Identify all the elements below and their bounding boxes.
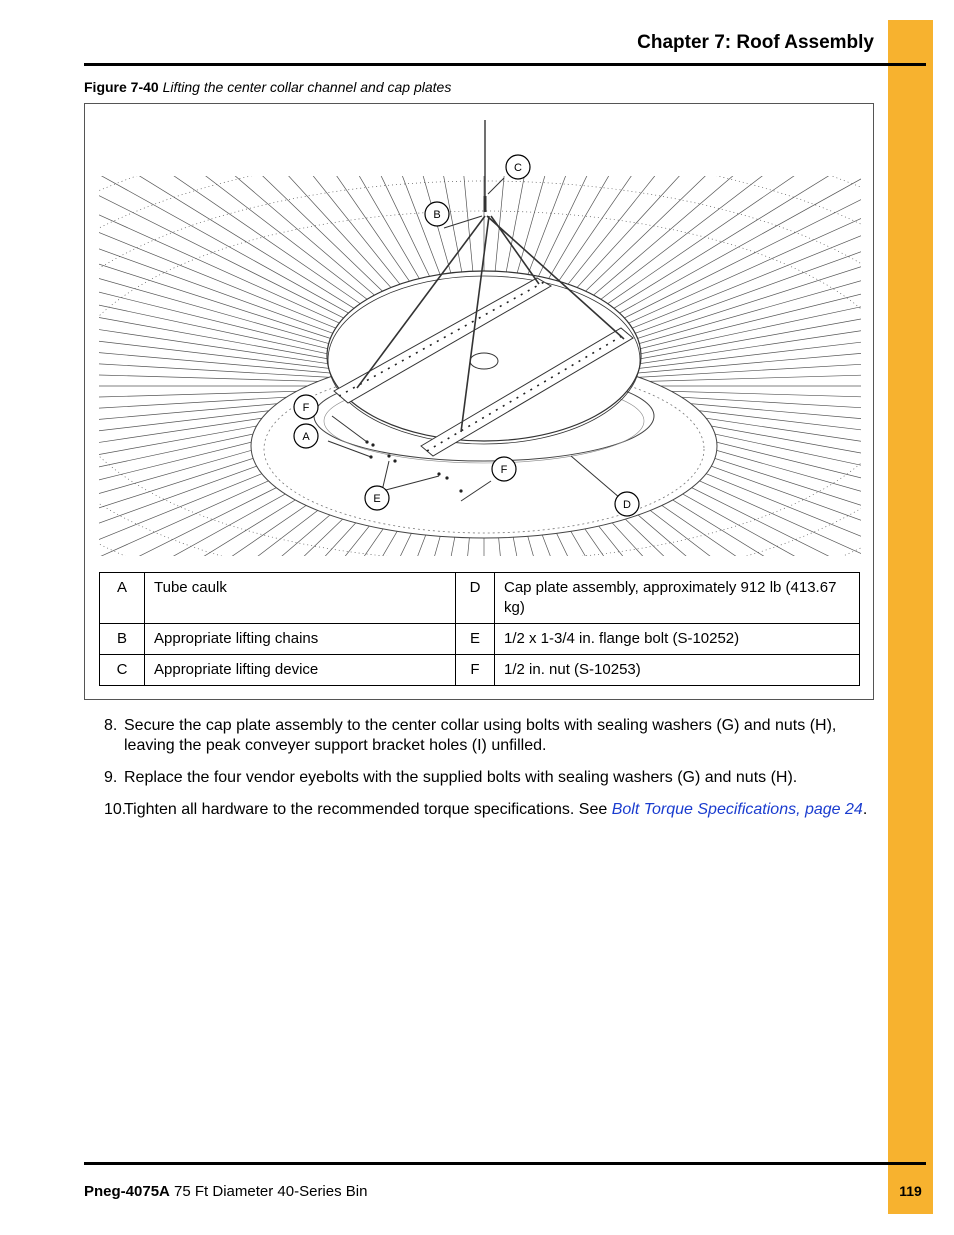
step-text xyxy=(124,800,874,820)
callout-a-icon xyxy=(294,424,318,448)
roof-assembly-drawing xyxy=(99,116,861,556)
svg-text:E: E xyxy=(373,493,381,505)
step-number: 10. xyxy=(104,801,127,818)
legend-table xyxy=(99,572,860,686)
legend-key: E xyxy=(456,624,495,655)
svg-text:F: F xyxy=(500,464,508,476)
callout-e-icon xyxy=(365,486,389,510)
footer-rule xyxy=(84,1162,926,1165)
callout-f-icon xyxy=(294,395,318,419)
legend-description: 1/2 x 1-3/4 in. flange bolt (S-10252) xyxy=(495,624,860,655)
step-number: 9. xyxy=(104,769,118,786)
callout-c-icon xyxy=(506,155,530,179)
svg-text:F: F xyxy=(302,402,310,414)
legend-description: Appropriate lifting chains xyxy=(145,624,456,655)
doc-id: Pneg-4075A xyxy=(84,1183,170,1200)
legend-row xyxy=(100,655,860,686)
legend-key: C xyxy=(100,655,145,686)
legend-key: F xyxy=(456,655,495,686)
step-text-before: Tighten all hardware to the recommended torque specifications. See xyxy=(124,801,612,818)
step-text: Replace the four vendor eyebolts with the supplied bolts with sealing washers (G) and nuts (H). xyxy=(124,769,798,786)
step-text: Secure the cap plate assembly to the center collar using bolts with sealing washers (G) and nuts (H), leaving the peak conveyer support bracket holes (I) unfilled. xyxy=(124,717,837,754)
legend-key: D xyxy=(456,573,495,624)
chapter-side-tab xyxy=(888,20,933,1214)
step-number: 8. xyxy=(104,717,118,734)
legend-description: Cap plate assembly, approximately 912 lb (413.67 kg) xyxy=(495,573,860,624)
step-text-after: . xyxy=(862,801,868,818)
step-8 xyxy=(104,716,874,756)
instruction-steps xyxy=(104,716,874,832)
figure-caption xyxy=(84,79,451,95)
legend-key: B xyxy=(100,624,145,655)
bolt-torque-link[interactable]: Bolt Torque Specifications, page 24 xyxy=(611,801,863,818)
svg-text:C: C xyxy=(514,162,522,174)
svg-text:A: A xyxy=(302,431,310,443)
step-9 xyxy=(104,768,874,788)
callout-f2-icon xyxy=(492,457,516,481)
legend-description: 1/2 in. nut (S-10253) xyxy=(495,655,860,686)
svg-text:B: B xyxy=(433,209,441,221)
figure-caption-text: Lifting the center collar channel and cap plates xyxy=(162,79,452,95)
figure-number: Figure 7-40 xyxy=(84,79,159,95)
callout-b-icon xyxy=(425,202,449,226)
figure-box xyxy=(84,103,874,700)
page-number: 119 xyxy=(899,1183,922,1199)
legend-key: A xyxy=(100,573,145,624)
chapter-title: Chapter 7: Roof Assembly xyxy=(637,32,874,53)
legend-description: Tube caulk xyxy=(145,573,456,624)
legend-row xyxy=(100,624,860,655)
legend-row xyxy=(100,573,860,624)
svg-text:D: D xyxy=(623,499,631,511)
callout-d-icon xyxy=(615,492,639,516)
header-rule xyxy=(84,63,926,66)
step-10 xyxy=(104,800,874,820)
doc-title: 75 Ft Diameter 40-Series Bin xyxy=(174,1183,368,1200)
footer xyxy=(84,1183,367,1200)
legend-description: Appropriate lifting device xyxy=(145,655,456,686)
